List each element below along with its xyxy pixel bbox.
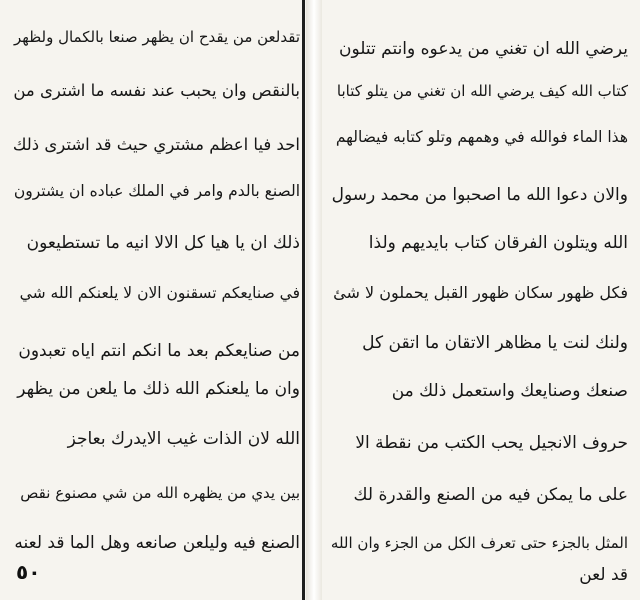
manuscript-line: احد فيا اعظم مشتري حيث قد اشترى ذلك (12, 135, 300, 154)
manuscript-line: هذا الماء فوالله في وهمهم وتلو كتابه فيضالهم (335, 128, 628, 146)
manuscript-line: تقدلعن من يقدح ان يظهر صنعا بالكمال ولظهر (14, 28, 300, 46)
manuscript-line: المثل بالجزء حتى تعرف الكل من الجزء وان الله (330, 534, 628, 552)
manuscript-line: فكل ظهور سكان ظهور القبل يحملون لا شئ (333, 283, 628, 302)
manuscript-line: قد لعن (579, 565, 628, 585)
manuscript-line: والان دعوا الله ما اصحبوا من محمد رسول (331, 185, 628, 205)
manuscript-line: الصنع بالدم وامر في الملك عباده ان يشترون (13, 182, 300, 200)
manuscript-line: ذلك ان يا هيا كل الالا انيه ما تستطيعون (26, 233, 300, 253)
book-gutter (306, 0, 322, 600)
manuscript-line: يرضي الله ان تغني من يدعوه وانتم تتلون (338, 39, 628, 59)
manuscript-line: حروف الانجيل يحب الكتب من نقطة الا (355, 433, 628, 453)
manuscript-line: ولنك لنت يا مظاهر الاتقان ما اتقن كل (362, 333, 628, 353)
manuscript-line: كتاب الله كيف يرضي الله ان تغني من يتلو كتابا (336, 82, 628, 100)
page-number: ٥٠ (16, 560, 41, 584)
right-page (322, 0, 640, 600)
manuscript-line: صنعك وصنايعك واستعمل ذلك من (391, 381, 628, 401)
manuscript-line: من صنايعكم بعد ما انكم انتم اياه تعبدون (18, 341, 300, 361)
left-page-edge (302, 0, 305, 600)
manuscript-line: بين يدي من يظهره الله من شي مصنوع نقص (20, 484, 300, 502)
manuscript-line: الله ويتلون الفرقان كتاب بايديهم ولذا (368, 233, 628, 253)
manuscript-line: الصنع فيه وليلعن صانعه وهل الما قد لعنه (14, 533, 300, 553)
left-page (0, 0, 306, 600)
manuscript-line: على ما يمكن فيه من الصنع والقدرة لك (353, 485, 628, 505)
manuscript-line: في صنايعكم تسقنون الان لا يلعنكم الله شي (19, 284, 300, 302)
manuscript-line: الله لان الذات غيب الايدرك بعاجز (67, 429, 300, 449)
manuscript-line: وان ما يلعنكم الله ذلك ما يلعن من يظهر (17, 379, 300, 399)
manuscript-line: بالنقص وان يحبب عند نفسه ما اشترى من (13, 81, 300, 100)
